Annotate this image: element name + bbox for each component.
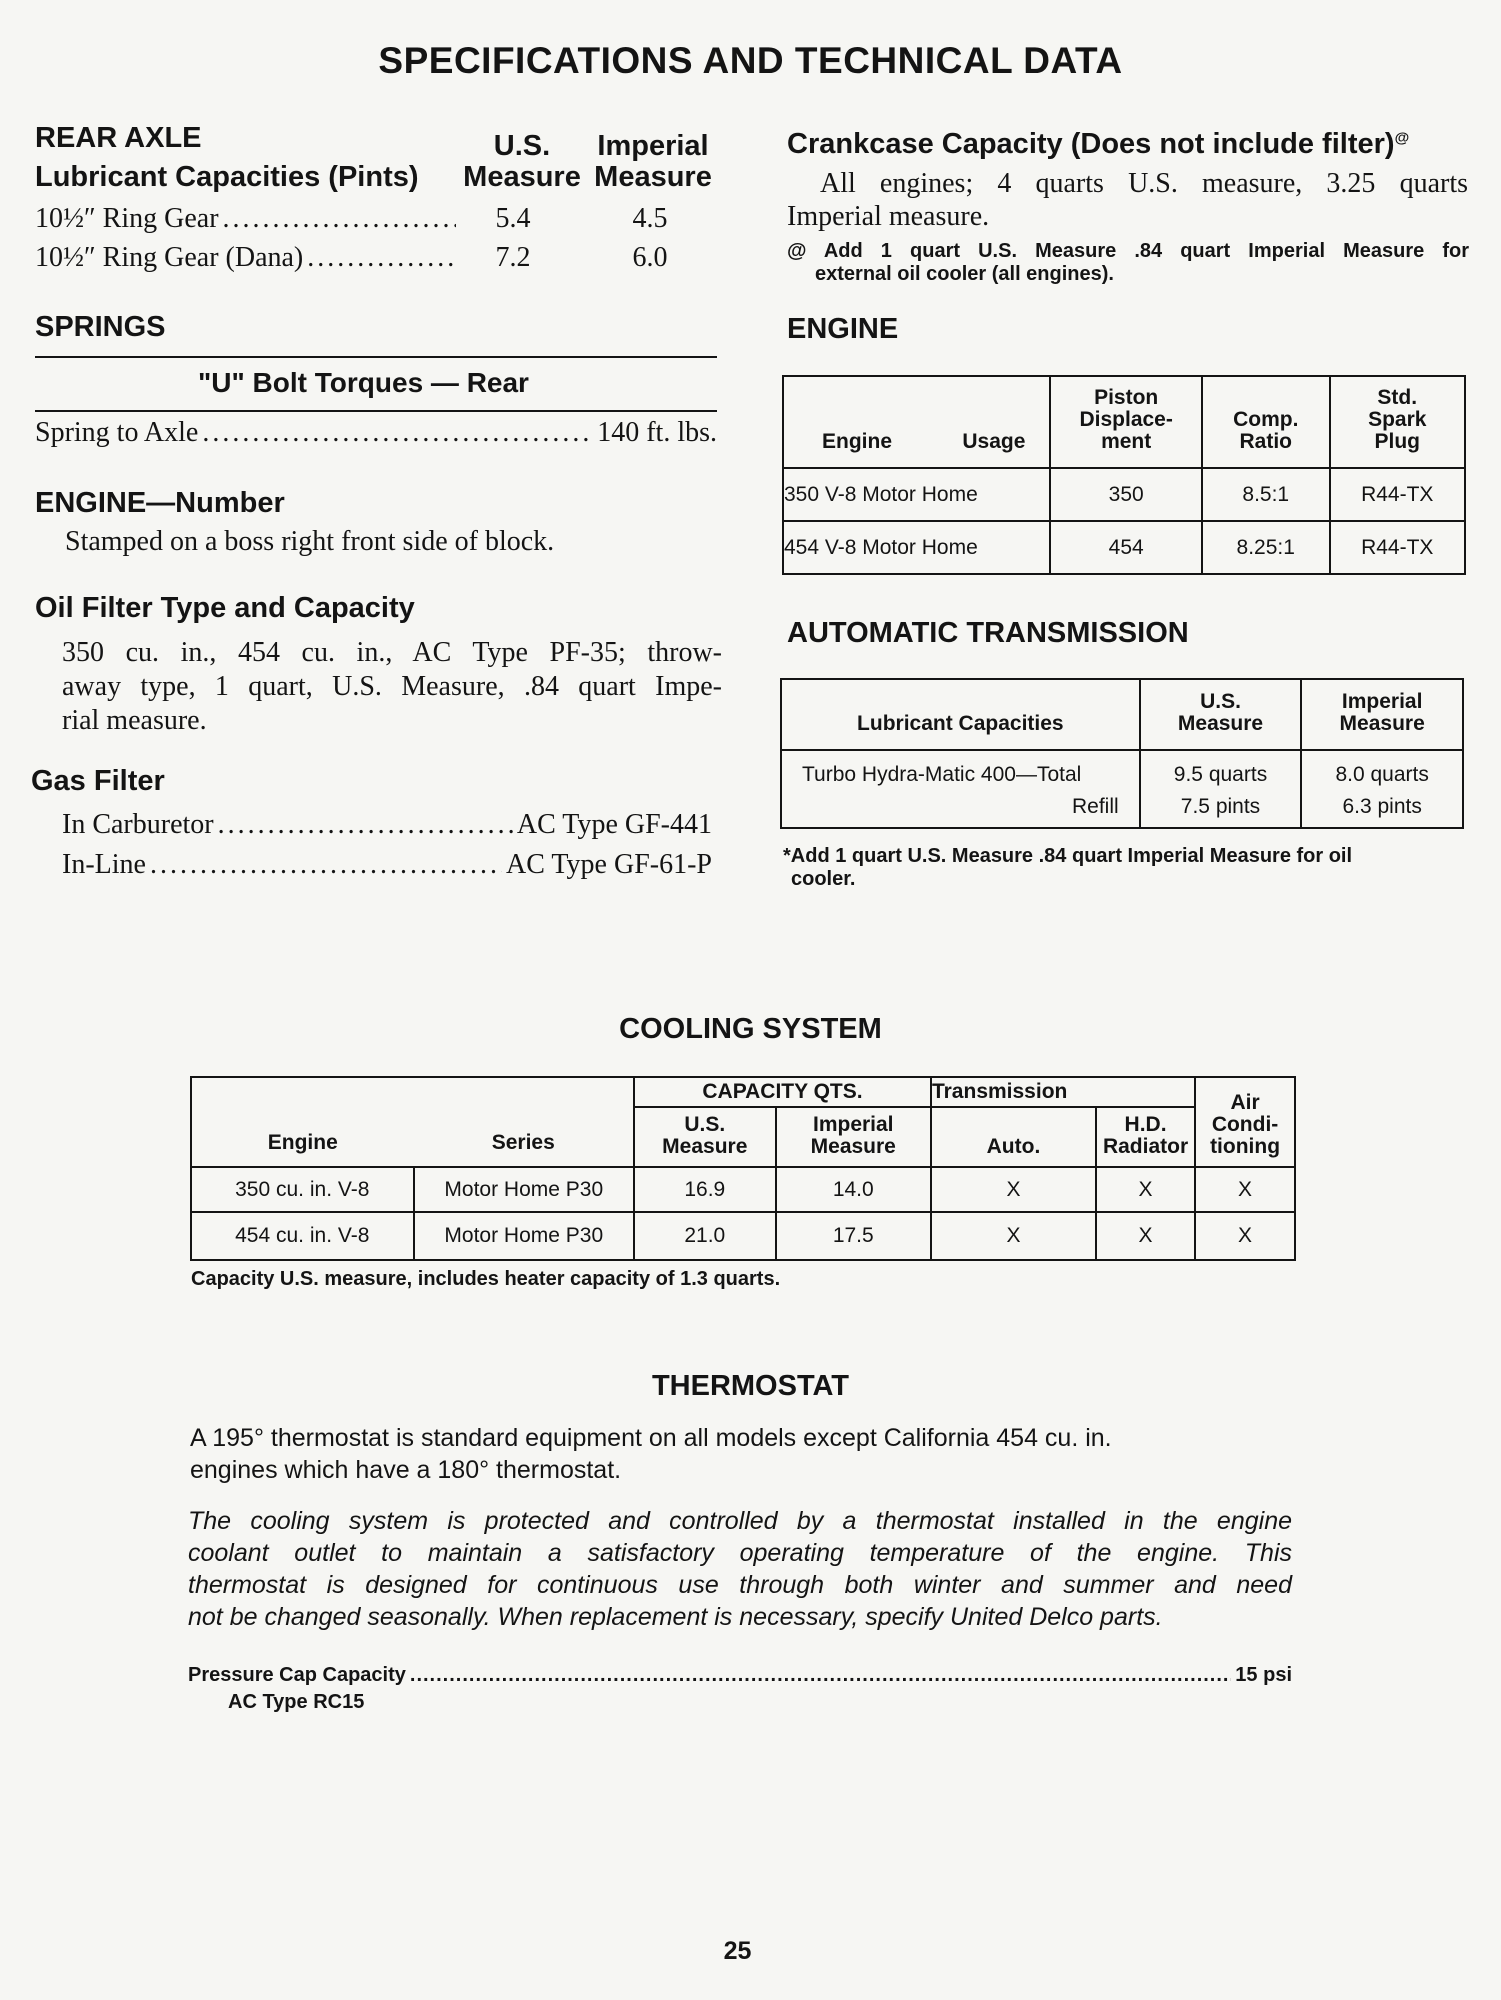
imperial-value: 6.3 pints bbox=[1342, 795, 1422, 818]
hd-cell: X bbox=[1096, 1167, 1195, 1212]
oil-filter-line: away type, 1 quart, U.S. Measure, .84 quart Impe- bbox=[62, 671, 722, 702]
engine-usage-cell: 454 V-8 Motor Home bbox=[783, 521, 1050, 574]
thermostat-line: engines which have a 180° thermostat. bbox=[190, 1456, 622, 1484]
series-cell: Motor Home P30 bbox=[414, 1167, 634, 1212]
rear-axle-subheading: Lubricant Capacities (Pints) bbox=[35, 161, 419, 193]
auto-cell: X bbox=[931, 1167, 1096, 1212]
pressure-cap-sub: AC Type RC15 bbox=[228, 1691, 365, 1713]
ratio-header-line: Ratio bbox=[1239, 430, 1292, 453]
rear-axle-us-header-1: U.S. bbox=[493, 130, 551, 162]
table-row bbox=[783, 521, 1465, 574]
engine-number-text: Stamped on a boss right front side of block. bbox=[65, 526, 555, 557]
rear-axle-row-label: 10½″ Ring Gear bbox=[35, 203, 219, 234]
ratio-cell: 8.25:1 bbox=[1202, 521, 1330, 574]
lubricant-row-label: Turbo Hydra-Matic 400—Total bbox=[802, 763, 1082, 786]
table-row bbox=[191, 1167, 1295, 1212]
rear-axle-row-imp: 4.5 bbox=[632, 203, 668, 234]
springs-rule-top bbox=[35, 356, 717, 358]
plug-cell: R44-TX bbox=[1330, 468, 1465, 521]
air-header bbox=[1195, 1077, 1295, 1167]
plug-header-line: Plug bbox=[1374, 430, 1421, 453]
plug-header-line: Spark bbox=[1368, 408, 1427, 431]
engine-header: Engine bbox=[191, 1077, 414, 1167]
crankcase-note bbox=[787, 240, 1469, 286]
us-cell: 21.0 bbox=[634, 1212, 776, 1260]
thermostat-text bbox=[190, 1422, 1112, 1486]
thermostat-line: A 195° thermostat is standard equipment on all models except California 454 cu. in. bbox=[190, 1424, 1112, 1452]
us-value: 9.5 quarts bbox=[1173, 763, 1268, 786]
series-header: Series bbox=[414, 1077, 634, 1167]
springs-row bbox=[35, 416, 717, 450]
page-title: SPECIFICATIONS AND TECHNICAL DATA bbox=[378, 40, 1123, 81]
transmission-heading: AUTOMATIC TRANSMISSION bbox=[787, 617, 1189, 649]
displacement-cell: 350 bbox=[1050, 468, 1202, 521]
lubricant-header: Lubricant Capacities bbox=[781, 679, 1140, 750]
engine-usage-cell: 350 V-8 Motor Home bbox=[783, 468, 1050, 521]
transmission-note-line-1: *Add 1 quart U.S. Measure .84 quart Imperial Measure for oil bbox=[783, 845, 1353, 867]
imperial-header bbox=[1301, 679, 1463, 750]
displacement-header bbox=[1050, 376, 1202, 468]
table-row bbox=[783, 468, 1465, 521]
cooling-header-row bbox=[191, 1077, 1295, 1107]
oil-filter-text bbox=[62, 636, 722, 738]
thermostat-heading: THERMOSTAT bbox=[651, 1370, 850, 1402]
imperial-header-line: Measure bbox=[810, 1135, 896, 1158]
air-cell: X bbox=[1195, 1212, 1295, 1260]
rear-axle-imp-header-2: Measure bbox=[594, 161, 712, 193]
pressure-cap-row bbox=[188, 1664, 1292, 1687]
displacement-header-line: Piston bbox=[1094, 386, 1159, 409]
air-header-line: Air bbox=[1230, 1091, 1260, 1114]
crankcase-line-1: All engines; 4 quarts U.S. measure, 3.25 quarts bbox=[820, 168, 1468, 199]
us-cell bbox=[1140, 750, 1302, 828]
usage-header: Usage bbox=[962, 430, 1026, 453]
lubricant-cell bbox=[781, 750, 1140, 828]
rear-axle-row bbox=[35, 241, 460, 275]
springs-value: 140 ft. lbs. bbox=[597, 417, 717, 448]
table-row bbox=[781, 750, 1463, 828]
rear-axle-row-imp: 6.0 bbox=[632, 242, 668, 273]
springs-label: Spring to Axle bbox=[35, 417, 199, 448]
air-header-line: tioning bbox=[1210, 1135, 1281, 1158]
crankcase-note-line-2: external oil cooler (all engines). bbox=[815, 263, 1114, 285]
auto-cell: X bbox=[931, 1212, 1096, 1260]
us-header bbox=[1140, 679, 1302, 750]
rear-axle-row bbox=[35, 202, 460, 236]
plug-cell: R44-TX bbox=[1330, 521, 1465, 574]
air-cell: X bbox=[1195, 1167, 1295, 1212]
lubricant-row-label: Refill bbox=[1071, 795, 1119, 818]
imperial-cell bbox=[1301, 750, 1463, 828]
gas-filter-label: In Carburetor bbox=[62, 809, 214, 840]
engine-table-heading: ENGINE bbox=[787, 313, 899, 345]
imperial-header-line: Measure bbox=[1339, 712, 1425, 735]
rear-axle-row-us: 7.2 bbox=[495, 242, 531, 273]
rear-axle-us-header-2: Measure bbox=[463, 161, 581, 193]
engine-table-header-row bbox=[783, 376, 1465, 468]
rear-axle-heading: REAR AXLE bbox=[35, 122, 202, 154]
imperial-header-line: Imperial bbox=[812, 1113, 894, 1136]
ratio-cell: 8.5:1 bbox=[1202, 468, 1330, 521]
oil-filter-line: 350 cu. in., 454 cu. in., AC Type PF-35; throw- bbox=[62, 637, 722, 668]
thermostat-italic bbox=[188, 1505, 1292, 1633]
hd-header-line: Radiator bbox=[1102, 1135, 1189, 1158]
gas-filter-row bbox=[62, 848, 712, 882]
thermostat-italic-line: thermostat is designed for continuous use through both winter and summer and need bbox=[188, 1571, 1292, 1599]
engine-table bbox=[782, 375, 1466, 575]
pressure-cap-value: 15 psi bbox=[1235, 1664, 1292, 1686]
us-header-line: U.S. bbox=[684, 1113, 726, 1136]
gas-filter-row bbox=[62, 808, 712, 842]
page-number: 25 bbox=[723, 1937, 752, 1965]
auto-header: Auto. bbox=[931, 1107, 1096, 1167]
engine-cell: 454 cu. in. V-8 bbox=[191, 1212, 414, 1260]
rear-axle-imp-header-1: Imperial bbox=[597, 130, 709, 162]
cooling-heading: COOLING SYSTEM bbox=[619, 1013, 882, 1045]
engine-cell: 350 cu. in. V-8 bbox=[191, 1167, 414, 1212]
gas-filter-heading: Gas Filter bbox=[31, 765, 165, 797]
plug-header bbox=[1330, 376, 1465, 468]
series-cell: Motor Home P30 bbox=[414, 1212, 634, 1260]
imperial-cell: 14.0 bbox=[776, 1167, 931, 1212]
springs-rule-bottom bbox=[35, 410, 717, 412]
displacement-header-line: ment bbox=[1101, 430, 1152, 453]
us-header-line: U.S. bbox=[1200, 690, 1241, 713]
imperial-value: 8.0 quarts bbox=[1335, 763, 1429, 786]
engine-usage-header bbox=[783, 376, 1050, 468]
imperial-header bbox=[776, 1107, 931, 1167]
pressure-cap-label: Pressure Cap Capacity bbox=[188, 1664, 406, 1686]
springs-heading: SPRINGS bbox=[35, 311, 166, 343]
hd-cell: X bbox=[1096, 1212, 1195, 1260]
crankcase-note-line-1: @ Add 1 quart U.S. Measure .84 quart Imperial Measure for bbox=[787, 240, 1469, 262]
cooling-table bbox=[190, 1076, 1296, 1261]
capacity-header: CAPACITY QTS. bbox=[634, 1077, 931, 1107]
displacement-header-line: Displace- bbox=[1079, 408, 1173, 431]
crankcase-line-2: Imperial measure. bbox=[787, 201, 990, 232]
imperial-cell: 17.5 bbox=[776, 1212, 931, 1260]
oil-filter-heading: Oil Filter Type and Capacity bbox=[35, 592, 415, 624]
thermostat-italic-line: not be changed seasonally. When replacement is necessary, specify United Delco parts. bbox=[188, 1603, 1163, 1631]
plug-header-line: Std. bbox=[1377, 386, 1418, 409]
ratio-header bbox=[1202, 376, 1330, 468]
springs-subheading: "U" Bolt Torques — Rear bbox=[198, 367, 529, 398]
gas-filter-value: AC Type GF-61-P bbox=[506, 849, 712, 880]
gas-filter-label: In-Line bbox=[62, 849, 146, 880]
thermostat-italic-line: coolant outlet to maintain a satisfactory operating temperature of the engine. This bbox=[188, 1539, 1292, 1567]
ratio-header-line: Comp. bbox=[1233, 408, 1299, 431]
hd-header bbox=[1096, 1107, 1195, 1167]
air-header-line: Condi- bbox=[1211, 1113, 1279, 1136]
engine-number-heading: ENGINE—Number bbox=[35, 487, 285, 519]
transmission-note-line-2: cooler. bbox=[791, 868, 856, 890]
table-row bbox=[191, 1212, 1295, 1260]
crankcase-heading bbox=[787, 128, 1409, 161]
oil-filter-line: rial measure. bbox=[62, 705, 207, 736]
rear-axle-row-label: 10½″ Ring Gear (Dana) bbox=[35, 242, 304, 273]
transmission-note bbox=[783, 845, 1465, 891]
gas-filter-value: AC Type GF-441 bbox=[516, 809, 712, 840]
thermostat-italic-line: The cooling system is protected and controlled by a thermostat installed in the engine bbox=[188, 1507, 1292, 1535]
crankcase-heading-mark: @ bbox=[1394, 129, 1410, 147]
rear-axle-row-us: 5.4 bbox=[495, 203, 531, 234]
engine-header: Engine bbox=[822, 430, 893, 453]
us-header-line: Measure bbox=[1177, 712, 1264, 735]
transmission-table bbox=[780, 678, 1464, 829]
us-header bbox=[634, 1107, 776, 1167]
us-cell: 16.9 bbox=[634, 1167, 776, 1212]
us-header-line: Measure bbox=[662, 1135, 748, 1158]
cooling-note: Capacity U.S. measure, includes heater capacity of 1.3 quarts. bbox=[191, 1268, 781, 1290]
hd-header-line: H.D. bbox=[1124, 1113, 1167, 1136]
us-value: 7.5 pints bbox=[1180, 795, 1261, 818]
imperial-header-line: Imperial bbox=[1341, 690, 1423, 713]
transmission-header: Transmission bbox=[931, 1077, 1195, 1107]
crankcase-heading-text: Crankcase Capacity (Does not include filter) bbox=[787, 128, 1395, 160]
transmission-header-row bbox=[781, 679, 1463, 750]
displacement-cell: 454 bbox=[1050, 521, 1202, 574]
